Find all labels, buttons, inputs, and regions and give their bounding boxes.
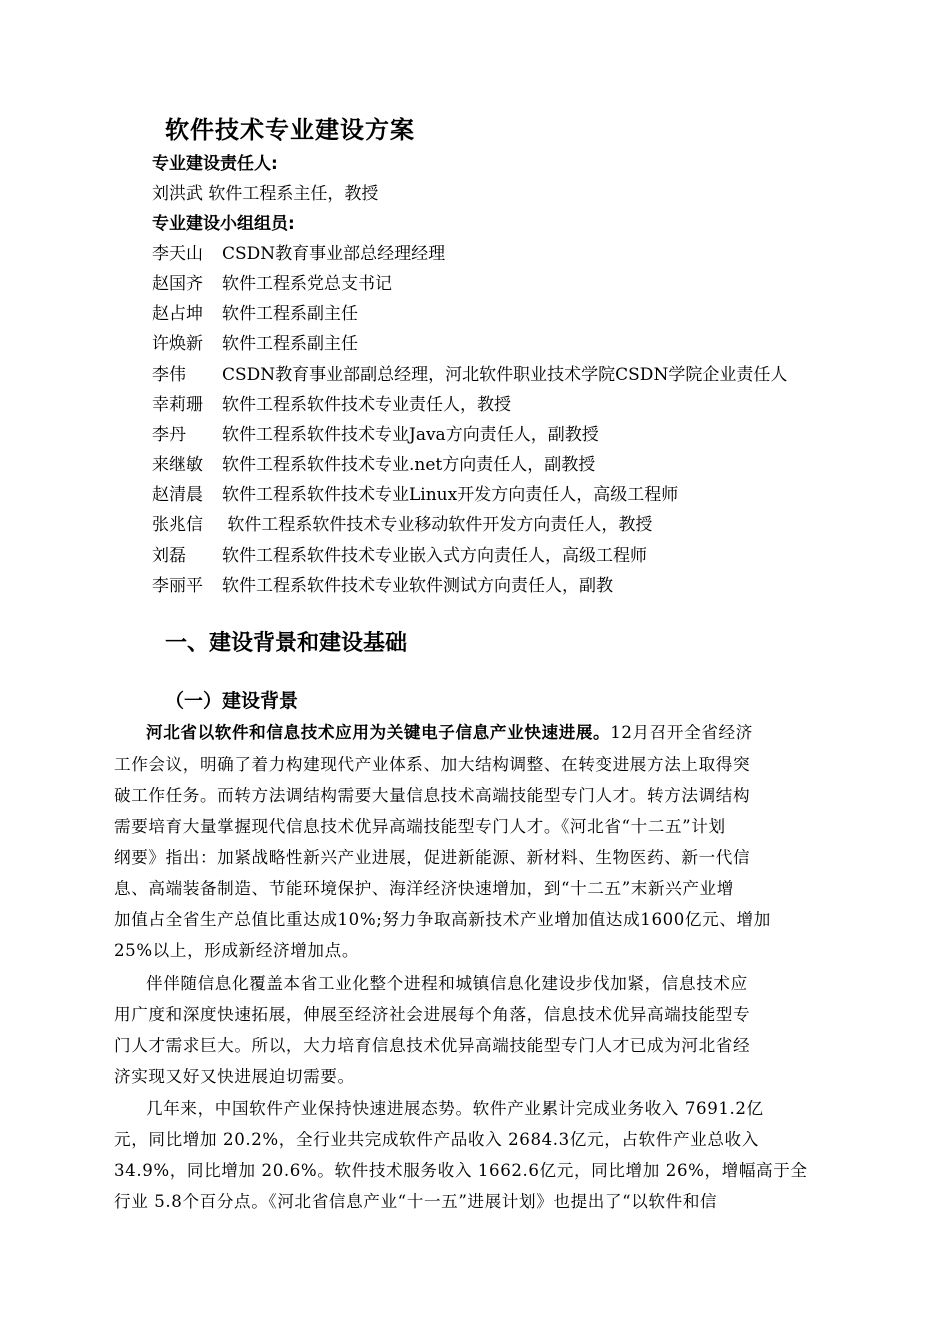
section-heading: 一、建设背景和建设基础 xyxy=(165,631,408,656)
paragraph-line: 25%以上，形成新经济增加点。 xyxy=(114,941,360,960)
member-row xyxy=(152,575,613,597)
member-row xyxy=(152,545,647,567)
member-name: 赵占坤 xyxy=(152,304,203,324)
paragraph-text: 12月召开全省经济 xyxy=(610,723,753,742)
member-row xyxy=(152,243,445,265)
paragraph-line: 需要培育大量掌握现代信息技术优异高端技能型专门人才。《河北省“十二五”计划 xyxy=(114,817,726,836)
paragraph-line xyxy=(146,722,836,744)
member-role: 软件工程系软件技术专业Java方向责任人，副教授 xyxy=(222,425,599,445)
member-role: 软件工程系党总支书记 xyxy=(222,274,392,294)
paragraph-line: 加值占全省生产总值比重达成10%;努力争取高新技术产业增加值达成1600亿元、增加 xyxy=(114,910,771,929)
member-role: 软件工程系软件技术专业嵌入式方向责任人，高级工程师 xyxy=(222,546,647,566)
member-name: 刘磊 xyxy=(152,546,186,566)
member-role: 软件工程系副主任 xyxy=(222,304,358,324)
member-role: 软件工程系软件技术专业软件测试方向责任人，副教 xyxy=(222,576,613,596)
paragraph-line: 纲要》指出：加紧战略性新兴产业进展，促进新能源、新材料、生物医药、新一代信 xyxy=(114,848,751,867)
member-role: 软件工程系软件技术专业责任人，教授 xyxy=(222,395,511,415)
member-row xyxy=(152,514,652,536)
member-name: 李天山 xyxy=(152,244,203,264)
paragraph-line: 门人才需求巨大。所以，大力培育信息技术优异高端技能型专门人才已成为河北省经 xyxy=(114,1036,751,1055)
paragraph-line: 伴伴随信息化覆盖本省工业化整个进程和城镇信息化建设步伐加紧，信息技术应 xyxy=(146,974,748,993)
member-role: 软件工程系软件技术专业.net方向责任人，副教授 xyxy=(222,455,596,475)
member-role: 软件工程系软件技术专业Linux开发方向责任人，高级工程师 xyxy=(222,485,679,505)
subsection-heading: （一）建设背景 xyxy=(165,690,299,712)
paragraph-line: 用广度和深度快速拓展，伸展至经济社会进展每个角落，信息技术优异高端技能型专 xyxy=(114,1005,751,1024)
member-row xyxy=(152,394,511,416)
paragraph-line: 工作会议，明确了着力构建现代产业体系、加大结构调整、在转变进展方法上取得突 xyxy=(114,755,751,774)
member-row xyxy=(152,273,392,295)
member-role: CSDN教育事业部总经理经理 xyxy=(222,244,446,264)
paragraph-line: 元，同比增加 20.2%，全行业共完成软件产品收入 2684.3亿元，占软件产业总收入 xyxy=(114,1130,759,1149)
member-row xyxy=(152,364,787,386)
member-name: 许焕新 xyxy=(152,334,203,354)
paragraph-lead: 河北省以软件和信息技术应用为关键电子信息产业快速进展。 xyxy=(146,723,611,742)
member-row xyxy=(152,484,678,506)
member-role: 软件工程系副主任 xyxy=(222,334,358,354)
paragraph-line: 破工作任务。而转方法调结构需要大量信息技术高端技能型专门人才。转方法调结构 xyxy=(114,786,751,805)
leader-line: 刘洪武 软件工程系主任，教授 xyxy=(152,184,379,204)
paragraph-line: 几年来，中国软件产业保持快速进展态势。软件产业累计完成业务收入 7691.2亿 xyxy=(146,1099,764,1118)
member-row xyxy=(152,333,358,355)
member-name: 张兆信 xyxy=(152,515,203,535)
paragraph-line: 济实现又好又快进展迫切需要。 xyxy=(114,1067,355,1086)
group-heading: 专业建设小组组员: xyxy=(152,214,295,234)
document-title: 软件技术专业建设方案 xyxy=(165,116,415,144)
paragraph-line: 34.9%，同比增加 20.6%。软件技术服务收入 1662.6亿元，同比增加 26%，增幅高于全 xyxy=(114,1161,808,1180)
member-name: 李丽平 xyxy=(152,576,203,596)
member-row xyxy=(152,303,358,325)
paragraph-line: 息、高端装备制造、节能环境保护、海洋经济快速增加，到“十二五”末新兴产业增 xyxy=(114,879,734,898)
member-name: 赵国齐 xyxy=(152,274,203,294)
member-name: 赵清晨 xyxy=(152,485,203,505)
paragraph-line: 行业 5.8个百分点。《河北省信息产业“十一五”进展计划》也提出了“以软件和信 xyxy=(114,1192,718,1211)
member-name: 来继敏 xyxy=(152,455,203,475)
member-role: CSDN教育事业部副总经理，河北软件职业技术学院CSDN学院企业责任人 xyxy=(222,365,788,385)
member-row xyxy=(152,454,595,476)
member-name: 李伟 xyxy=(152,365,186,385)
member-row xyxy=(152,424,599,446)
member-role: 软件工程系软件技术专业移动软件开发方向责任人，教授 xyxy=(222,515,653,535)
leader-heading: 专业建设责任人: xyxy=(152,154,278,174)
member-name: 幸莉珊 xyxy=(152,395,203,415)
member-name: 李丹 xyxy=(152,425,186,445)
